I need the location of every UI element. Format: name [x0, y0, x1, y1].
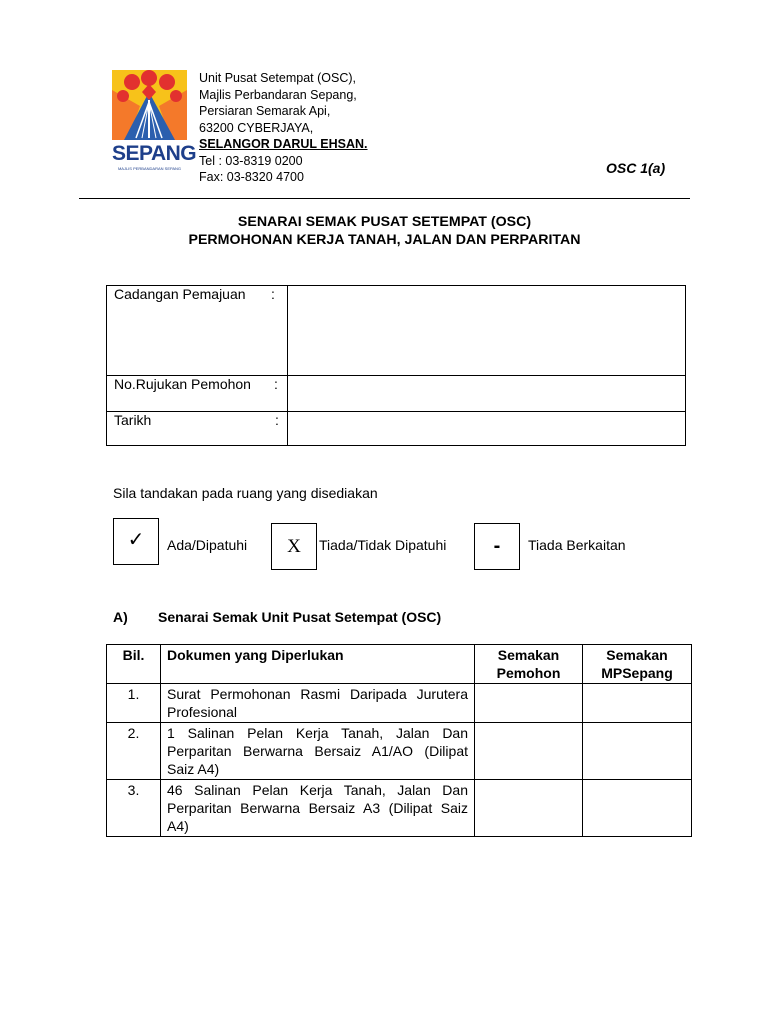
colon: : [274, 376, 278, 392]
legend-x-box [271, 523, 317, 570]
address-line: Persiaran Semarak Api, [199, 104, 331, 118]
header-semakan-mpsepang: Semakan MPSepang [583, 645, 692, 684]
header-divider [79, 198, 690, 199]
legend-tick-box [113, 518, 159, 565]
row-document: 1 Salinan Pelan Kerja Tanah, Jalan Dan Perparitan Berwarna Bersaiz A1/AO (Dilipat Saiz A4) [161, 723, 475, 780]
table-header-row [107, 645, 692, 684]
check-icon: ✓ [127, 527, 145, 551]
instruction-text: Sila tandakan pada ruang yang disediakan [113, 485, 378, 501]
label-no-rujukan-pemohon: No.Rujukan Pemohon [114, 376, 251, 392]
sepang-emblem-icon [112, 70, 187, 140]
semakan-pemohon-cell[interactable] [475, 723, 583, 780]
semakan-mpsepang-cell[interactable] [583, 684, 692, 723]
tarikh-field[interactable] [288, 412, 685, 445]
legend-label-tiada-berkaitan: Tiada Berkaitan [528, 537, 626, 553]
title-line-2: PERMOHONAN KERJA TANAH, JALAN DAN PERPARITAN [188, 232, 581, 248]
logo-wordmark: SEPANG [112, 142, 197, 165]
address-line: Majlis Perbandaran Sepang, [199, 87, 357, 102]
cadangan-pemajuan-field[interactable] [288, 286, 685, 375]
legend-label-ada: Ada/Dipatuhi [167, 537, 248, 553]
semakan-pemohon-cell[interactable] [475, 684, 583, 723]
semakan-mpsepang-cell[interactable] [583, 780, 692, 837]
row-document: Surat Permohonan Rasmi Daripada Jurutera Profesional [161, 684, 475, 723]
address-state: SELANGOR DARUL EHSAN. [199, 137, 368, 151]
address-block [199, 70, 368, 186]
label-cadangan-pemajuan: Cadangan Pemajuan [114, 286, 246, 302]
table-row [107, 684, 692, 723]
table-row [107, 723, 692, 780]
applicant-info-table [106, 285, 686, 446]
logo-tagline: MAJLIS PERBANDARAN SEPANG [117, 166, 182, 171]
address-tel: Tel : 03-8319 0200 [199, 153, 303, 168]
header-bil: Bil. [107, 645, 161, 684]
no-rujukan-pemohon-field[interactable] [288, 376, 685, 411]
header-dokumen: Dokumen yang Diperlukan [161, 645, 475, 684]
sepang-logo [112, 70, 197, 173]
row-number: 3. [107, 780, 161, 837]
header-semakan-pemohon: Semakan Pemohon [475, 645, 583, 684]
row-document: 46 Salinan Pelan Kerja Tanah, Jalan Dan Perparitan Berwarna Bersaiz A3 (Dilipat Saiz A4) [161, 780, 475, 837]
legend-label-tiada: Tiada/Tidak Dipatuhi [319, 537, 447, 553]
row-number: 1. [107, 684, 161, 723]
address-line: Unit Pusat Setempat (OSC), [199, 71, 357, 85]
section-letter: A) [113, 609, 128, 625]
colon: : [271, 286, 275, 302]
cross-icon: X [287, 535, 301, 557]
address-line: 63200 CYBERJAYA, [199, 120, 314, 135]
title-line-1: SENARAI SEMAK PUSAT SETEMPAT (OSC) [237, 214, 532, 230]
legend-dash-box [474, 523, 520, 570]
row-number: 2. [107, 723, 161, 780]
form-code: OSC 1(a) [606, 160, 666, 176]
label-tarikh: Tarikh [114, 412, 152, 428]
document-title [79, 213, 690, 249]
semakan-pemohon-cell[interactable] [475, 780, 583, 837]
section-title: Senarai Semak Unit Pusat Setempat (OSC) [158, 609, 442, 625]
dash-icon: - [493, 535, 501, 557]
table-row [107, 780, 692, 837]
osc-checklist-table [106, 644, 692, 837]
colon: : [275, 412, 279, 428]
semakan-mpsepang-cell[interactable] [583, 723, 692, 780]
address-fax: Fax: 03-8320 4700 [199, 170, 304, 184]
